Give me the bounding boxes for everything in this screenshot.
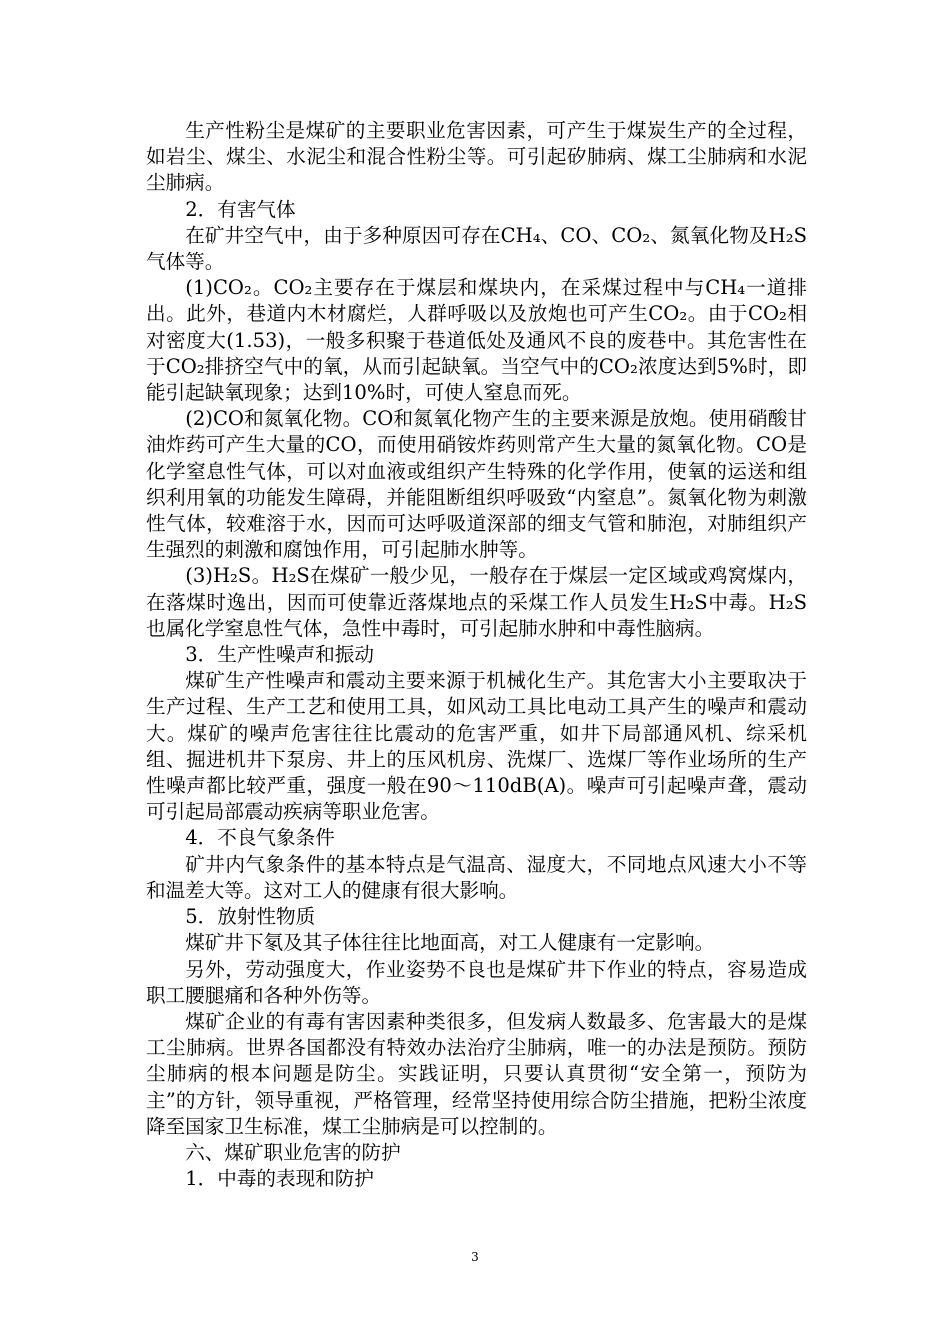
paragraph: 煤矿生产性噪声和震动主要来源于机械化生产。其危害大小主要取决于生产过程、生产工艺和使用工具，如风动工具比电动工具产生的噪声和震动大。煤矿的噪声危害往往比震动的危害严重，如井下局部通风机、综采机组、掘进机井下泵房、井上的压风机房、洗煤厂、选煤厂等作业场所的生产性噪声都比较严重，强度一般在90～110dB(A)。噪声可引起噪声聋，震动可引起局部震动疾病等职业危害。 xyxy=(146,669,807,824)
section-heading: 1．中毒的表现和防护 xyxy=(185,1167,374,1191)
chapter-heading: 六、煤矿职业危害的防护 xyxy=(185,1140,401,1164)
paragraph: 煤矿井下氡及其子体往往比地面高，对工人健康有一定影响。 xyxy=(185,931,715,955)
paragraph: 生产性粉尘是煤矿的主要职业危害因素，可产生于煤炭生产的全过程，如岩尘、煤尘、水泥尘和混合性粉尘等。可引起矽肺病、煤工尘肺病和水泥尘肺病。 xyxy=(146,119,807,195)
paragraph: (2)CO和氮氧化物。CO和氮氧化物产生的主要来源是放炮。使用硝酸甘油炸药可产生大量的CO，而使用硝铵炸药则常产生大量的氮氧化物。CO是化学窒息性气体，可以对血液或组织产生特殊的化学作用，使氧的运送和组织利用氧的功能发生障碍，并能阻断组织呼吸致“内窒息”。氮氧化物为刺激性气体，较难溶于水，因而可达呼吸道深部的细支气管和肺泡，对肺组织产生强烈的刺激和腐蚀作用，可引起肺水肿等。 xyxy=(146,407,807,562)
paragraph: 另外，劳动强度大，作业姿势不良也是煤矿井下作业的特点，容易造成职工腰腿痛和各种外伤等。 xyxy=(146,957,807,1007)
section-heading: 5．放射性物质 xyxy=(185,905,316,929)
paragraph: 煤矿企业的有毒有害因素种类很多，但发病人数最多、危害最大的是煤工尘肺病。世界各国都没有特效办法治疗尘肺病，唯一的办法是预防。预防尘肺病的根本问题是防尘。实践证明，只要认真贯彻“安全第一，预防为主”的方针，领导重视，严格管理，经常坚持使用综合防尘措施，把粉尘浓度降至国家卫生标准，煤工尘肺病是可以控制的。 xyxy=(146,1009,807,1138)
section-heading: 3．生产性噪声和振动 xyxy=(185,643,374,667)
section-heading: 4．不良气象条件 xyxy=(185,826,335,850)
paragraph: (1)CO₂。CO₂主要存在于煤层和煤块内，在采煤过程中与CH₄一道排出。此外，巷道内木材腐烂，人群呼吸以及放炮也可产生CO₂。由于CO₂相对密度大(1.53)，一般多积聚于巷道低处及通风不良的废巷中。其危害性在于CO₂排挤空气中的氧，从而引起缺氧。当空气中的CO₂浓度达到5%时，即能引起缺氧现象；达到10%时，可使人窒息而死。 xyxy=(146,276,807,405)
paragraph: 矿井内气象条件的基本特点是气温高、湿度大，不同地点风速大小不等和温差大等。这对工人的健康有很大影响。 xyxy=(146,852,807,902)
section-heading: 2．有害气体 xyxy=(185,197,296,221)
paragraph: (3)H₂S。H₂S在煤矿一般少见，一般存在于煤层一定区域或鸡窝煤内，在落煤时逸出，因而可使靠近落煤地点的采煤工作人员发生H₂S中毒。H₂S也属化学窒息性气体，急性中毒时，可引起肺水肿和中毒性脑病。 xyxy=(146,564,807,640)
body-text xyxy=(146,118,807,1192)
page-number: 3 xyxy=(471,1250,479,1264)
paragraph: 在矿井空气中，由于多种原因可存在CH₄、CO、CO₂、氮氧化物及H₂S气体等。 xyxy=(146,223,807,274)
